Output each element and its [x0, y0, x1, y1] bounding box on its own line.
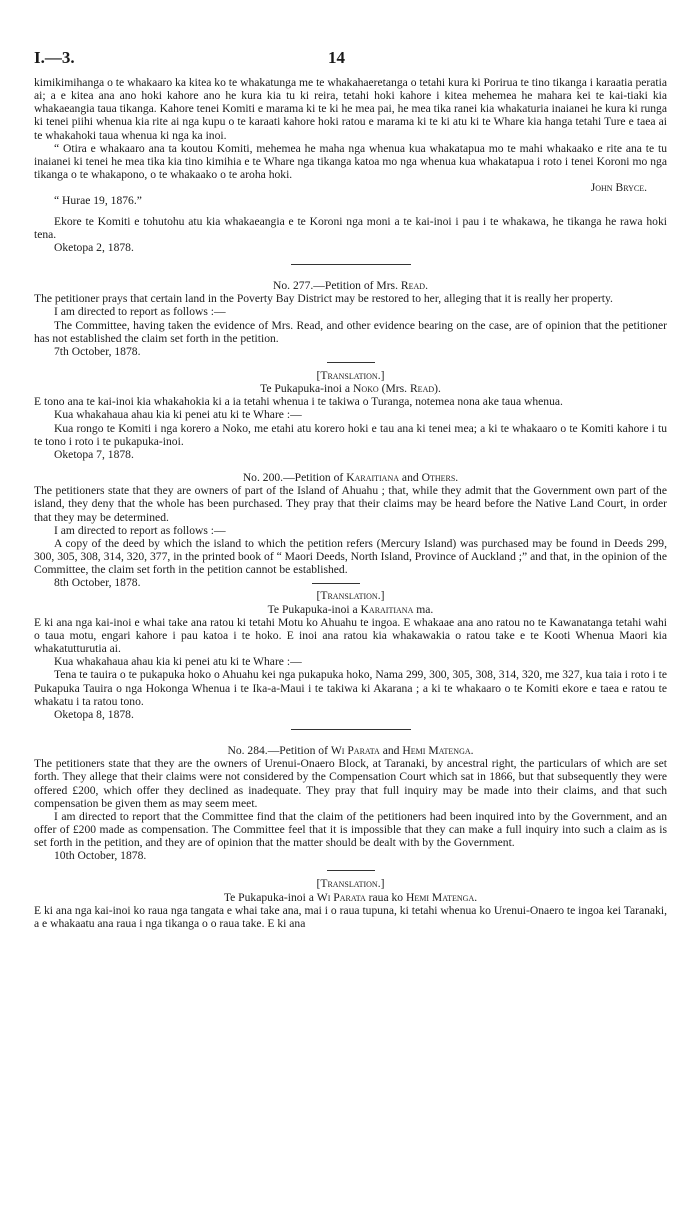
petition-200-title: No. 200.—Petition of Karaitiana and Others. — [242, 471, 459, 485]
signature-line — [34, 181, 667, 194]
petition-200-report: A copy of the deed by which the island to which the petition refers (Mercury Island) was purchased may be found in Deeds 299, 300, 305, 308, 314, 320, 377, in the printed book of “ Maori Deeds, North Island, Province of Auckland ;” and that, in the opinion of the Committee, the claim set forth in the petition cannot be established. — [34, 536, 667, 577]
petition-200-translation-summary: E ki ana nga kai-inoi e whai take ana ratou ki tetahi Motu ko Ahuahu te ingoa. E whakaae ana ano ratou no te Kawanatanga tetahi wahi o taua motu, engari kahore i pau katoa i te hoko. E inoi ana ratou kia whakawakia o ratou take e te Kooti Whenua Maori kia whakatutturutia ai. — [34, 615, 667, 656]
petition-277-title: No. 277.—Petition of Mrs. Read. — [273, 279, 428, 293]
petition-200-directive: I am directed to report as follows :— — [54, 523, 226, 537]
petition-200-date: 8th October, 1878. — [54, 576, 141, 590]
petition-284-summary: The petitioners state that they are the owners of Urenui-Onaero Block, at Taranaki, by ancestral right, the particulars of which are set forth. They allege that their claims were not considered by the Compensation Court which sat in 1866, but that subsequently they were offered £200, which offer they declined as inadequate. They pray that full inquiry may be made into their claims, and that such compensation be given them as may seem meet. — [34, 757, 667, 810]
continuation-paragraph: kimikimihanga o te whakaaro ka kitea ko te whakatunga me te whakahaeretanga o tetahi kura ki Porirua te tino tikanga i karaatia peratia ai; a e kitea ana ano hoki kahore ano he kura kia tu ki reira, tetahi hoki kahore i kitea mehemea he mahara kei te kai-tiaki kia whakaeangia taua tikanga. Kahore tenei Komiti e marama ki te ki he mea pai, he mea tika ranei kia whakaturia inaianei he kura ki runga ki tenei piihi whenua kia rite ai nga kupu o te karaati kahore hoki ratou e marama ki te ki atu ki te Whare kia hanga tetahi Ture e taea ai te whakahoki taua whenua ki nga ka inoi. — [34, 76, 667, 142]
petition-200-translation-report: Tena te tauira o te pukapuka hoko o Ahuahu kei nga pukapuka hoko, Nama 299, 300, 305, 308, 314, 320, me 327, kua taia i roto i te Pukapuka Tauira o nga Hokonga Whenua i te Ika-a-Maui i te takiwa ki Akarana ; a ki te whakaaro o te Komiti ekore e taea e ratou te whakatu i ta ratou tono. — [34, 668, 667, 708]
petition-284-date: 10th October, 1878. — [54, 849, 147, 863]
petition-277-translation-report: Kua rongo te Komiti i nga korero a Noko, me etahi atu korero hoki e tau ana ki tenei mea; a ki te whakaaro o te Komiti kahore i tu te tono i roto i te pukapuka-inoi. — [34, 421, 667, 448]
report-date: Oketopa 2, 1878. — [54, 240, 134, 254]
petition-200-summary: The petitioners state that they are owners of part of the Island of Ahuahu ; that, while they admit that the Government own part of the island, they deny that the whole has been purchased. They pray that their claims may be heard before the Native Land Court, in order that they may be determined. — [34, 484, 667, 524]
petition-284-translation-summary: E ki ana nga kai-inoi ko raua nga tangata e whai take ana, mai i o raua tupuna, ki tetahi whenua ko Urenui-Onaero te ingoa kei Taranaki, a e whakaatu ana raua i nga tikanga o o raua take. E ki ana — [34, 903, 667, 930]
petition-284-translation-title: Te Pukapuka-inoi a Wi Parata raua ko Hemi Matenga. — [223, 890, 478, 904]
petition-277-summary: The petitioner prays that certain land in the Poverty Bay District may be restored to her, alleging that it is really her property. — [34, 292, 613, 306]
translation-label: [Translation.] — [316, 368, 385, 382]
petition-200-translation-directive: Kua whakahaua ahau kia ki penei atu ki te Whare :— — [54, 655, 302, 669]
petition-200-translation-title: Te Pukapuka-inoi a Karaitiana ma. — [267, 602, 434, 616]
signer-name: John Bryce. — [590, 181, 647, 195]
petition-277-translation-directive: Kua whakahaua ahau kia ki penei atu ki te Whare :— — [54, 408, 302, 422]
petition-277-report: The Committee, having taken the evidence of Mrs. Read, and other evidence bearing on the case, are of opinion that the petitioner has not established the claim set forth in the petition. — [34, 318, 667, 345]
page-number: 14 — [328, 48, 345, 67]
petition-277-date: 7th October, 1878. — [54, 344, 141, 358]
short-divider — [312, 583, 360, 584]
petition-277-translation-date: Oketopa 7, 1878. — [54, 447, 134, 461]
petition-277-translation-title: Te Pukapuka-inoi a Noko (Mrs. Read). — [260, 382, 441, 396]
petition-284-title: No. 284.—Petition of Wi Parata and Hemi Matenga. — [227, 744, 474, 758]
page-header — [34, 48, 660, 70]
translation-label: [Translation.] — [316, 877, 385, 891]
committee-conclusion: Ekore te Komiti e tohutohu atu kia whakaeangia e te Koroni nga moni a te kai-inoi i pau i te whakawa, he tikanga he rawa hoki tena. — [34, 214, 667, 241]
document-body — [34, 76, 667, 930]
petition-200-translation-date: Oketopa 8, 1878. — [54, 707, 134, 721]
petition-284-report: I am directed to report that the Committee find that the claim of the petitioners had been inquired into by the Government, and an offer of £200 made as compensation. The Committee feel that it is impossible that they can make a full inquiry into such a claim as is set forth in the petition, and they are of opinion that the matter should be dealt with by the Government. — [34, 809, 667, 850]
petition-277-translation-summary: E tono ana te kai-inoi kia whakahokia ki a ia tetahi whenua i te takiwa o Turanga, notemea nona ake taua whenua. — [34, 395, 563, 409]
quote-date: “ Hurae 19, 1876.” — [54, 194, 142, 208]
petition-200-date-row — [34, 576, 667, 589]
quoted-report-paragraph: “ Otira e whakaaro ana ta koutou Komiti, mehemea he maha nga whenua kua whakatapua mo te mahi whakaako e rite ana te tu inaianei ki tenei he mea tika kia tino kimihia e te Whare nga tikanga katoa mo nga whenua kua whakatapua i roto i tenei Koroni mo nga tikanga o te whakapono, o te whakaako o te aroha hoki. — [34, 141, 667, 182]
petition-277-directive: I am directed to report as follows :— — [54, 305, 226, 319]
translation-label: [Translation.] — [316, 589, 385, 603]
paper-reference: I.—3. — [34, 48, 75, 67]
